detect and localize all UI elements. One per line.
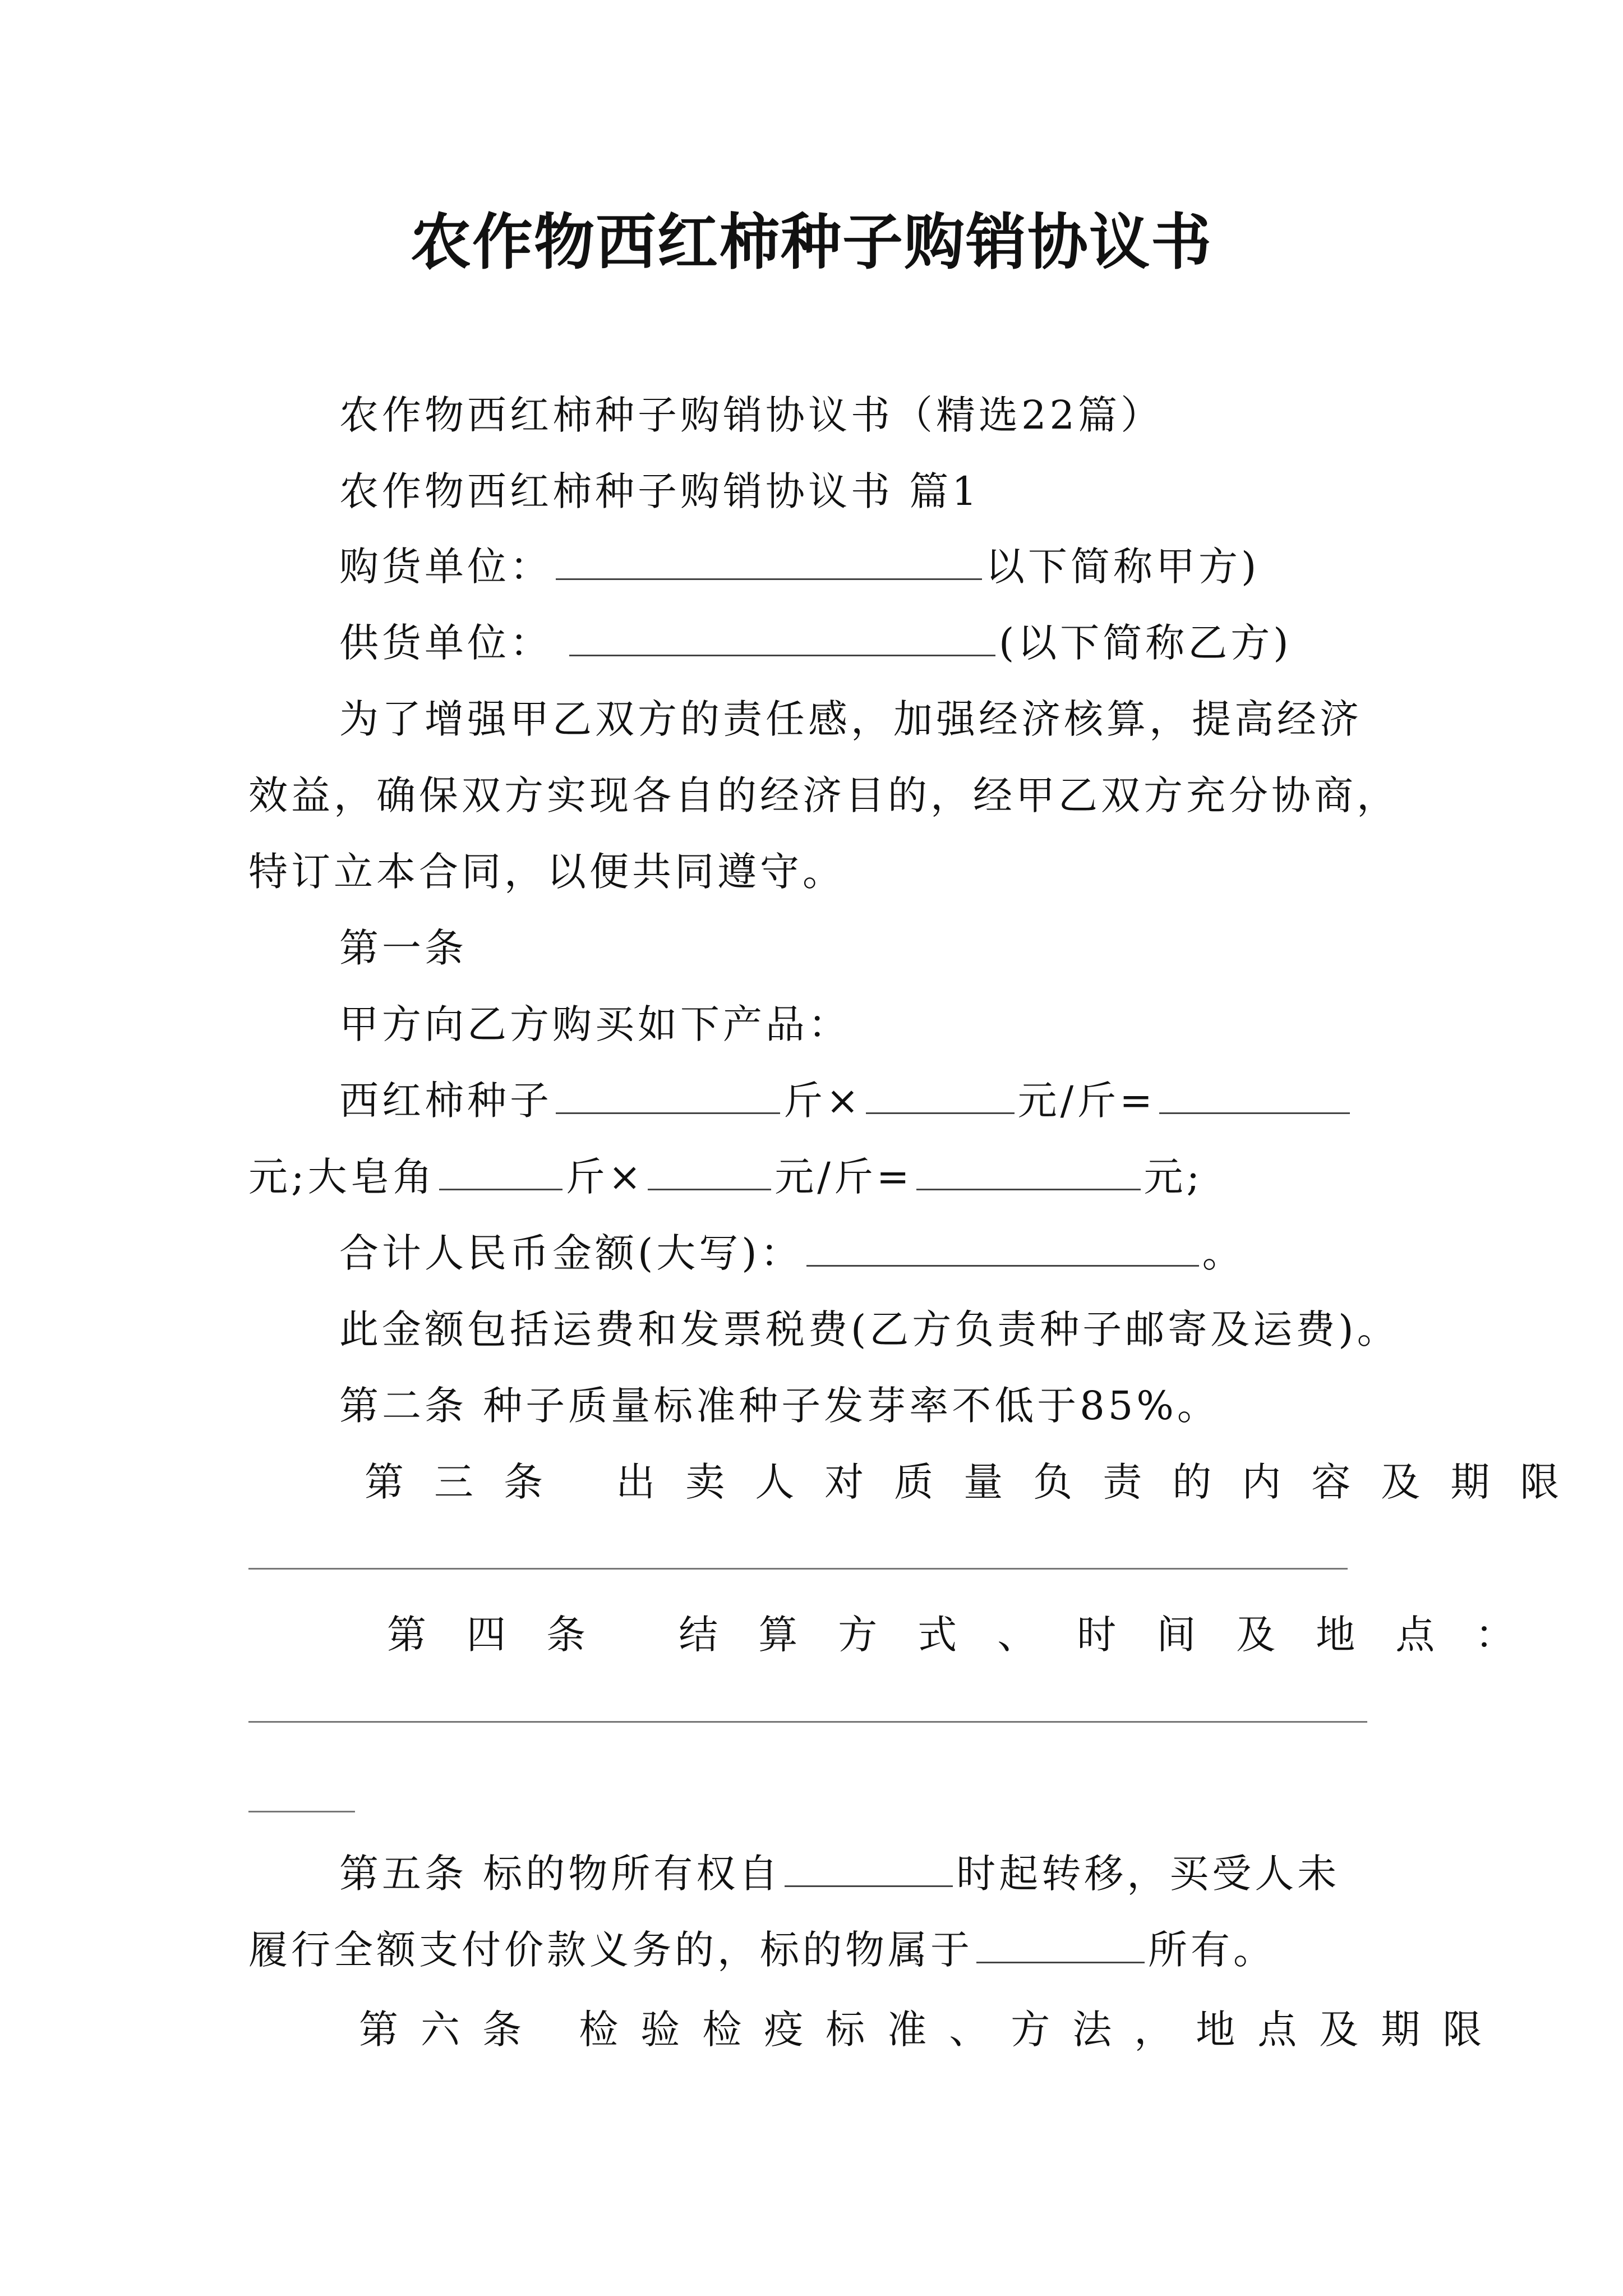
unit-jin-times-2: 斤× — [565, 1154, 645, 1200]
article-5-time-blank — [785, 1846, 953, 1887]
document-title: 农作物西红柿种子购销协议书 — [410, 207, 1212, 278]
buyer-label: 购货单位： — [339, 544, 552, 590]
unit-jin-times: 斤× — [783, 1078, 863, 1124]
intro-line-3: 特订立本合同，以便共同遵守。 — [248, 849, 845, 895]
product-name-gleditsia: 元;大皂角 — [248, 1154, 436, 1200]
total-amount-label: 合计人民币金额(大写)： — [339, 1230, 803, 1276]
total-amount-blank — [806, 1226, 1199, 1267]
seller-suffix: (以下简称乙方) — [999, 620, 1292, 666]
article-5-text-d: 所有。 — [1148, 1927, 1276, 1973]
article-4-blank-rule — [248, 1721, 1367, 1723]
section-heading: 农作物西红柿种子购销协议书 篇1 — [339, 468, 980, 514]
intro-line-1: 为了增强甲乙双方的责任感，加强经济核算，提高经济 — [339, 696, 1362, 742]
total-amount-end: 。 — [1202, 1230, 1245, 1276]
article-3: 第三条 出卖人对质量负责的内容及期限 — [365, 1459, 1590, 1505]
article-1-text: 甲方向乙方购买如下产品： — [339, 1001, 851, 1047]
article-5-text-c: 履行全额支付价款义务的，标的物属于 — [248, 1927, 973, 1973]
gleditsia-price-blank — [648, 1149, 771, 1190]
tomato-qty-blank — [556, 1073, 780, 1114]
unit-yuan-per-jin: 元/斤= — [1017, 1078, 1156, 1124]
article-5-line-2 — [248, 1922, 1276, 1978]
product-line-1 — [339, 1073, 1353, 1129]
unit-yuan-per-jin-2: 元/斤= — [774, 1154, 913, 1200]
intro-line-2: 效益，确保双方实现各自的经济目的，经甲乙双方充分协商， — [248, 772, 1399, 818]
seller-line — [339, 615, 1292, 671]
article-4-blank-rule-2 — [248, 1811, 355, 1812]
article-2: 第二条 种子质量标准种子发芽率不低于85%。 — [339, 1383, 1220, 1429]
gleditsia-total-blank — [916, 1149, 1141, 1190]
product-name-tomato: 西红柿种子 — [339, 1078, 552, 1124]
article-5-owner-blank — [976, 1922, 1145, 1963]
article-5-text-a: 第五条 标的物所有权自 — [339, 1851, 782, 1897]
article-3-blank-rule — [248, 1568, 1348, 1570]
unit-yuan-end: 元; — [1144, 1154, 1204, 1200]
article-5-text-b: 时起转移，买受人未 — [956, 1851, 1340, 1897]
seller-blank — [569, 615, 995, 656]
tomato-total-blank — [1159, 1073, 1350, 1114]
product-line-2 — [248, 1149, 1203, 1205]
buyer-suffix: 以下简称甲方) — [985, 544, 1260, 590]
gleditsia-qty-blank — [439, 1149, 562, 1190]
fee-note: 此金额包括运费和发票税费(乙方负责种子邮寄及运费)。 — [339, 1306, 1400, 1352]
article-4: 第四条 结算方式、时间及地点： — [387, 1612, 1555, 1658]
seller-label: 供货单位： — [339, 620, 552, 666]
tomato-price-blank — [866, 1073, 1015, 1114]
buyer-line — [339, 539, 1260, 595]
total-amount-line — [339, 1225, 1245, 1281]
article-1-heading: 第一条 — [339, 925, 467, 971]
buyer-blank — [556, 539, 982, 580]
document-subtitle: 农作物西红柿种子购销协议书（精选22篇） — [339, 392, 1164, 438]
article-5-line-1 — [339, 1846, 1340, 1902]
article-6: 第六条 检验检疫标准、方法，地点及期限 — [359, 2007, 1505, 2053]
